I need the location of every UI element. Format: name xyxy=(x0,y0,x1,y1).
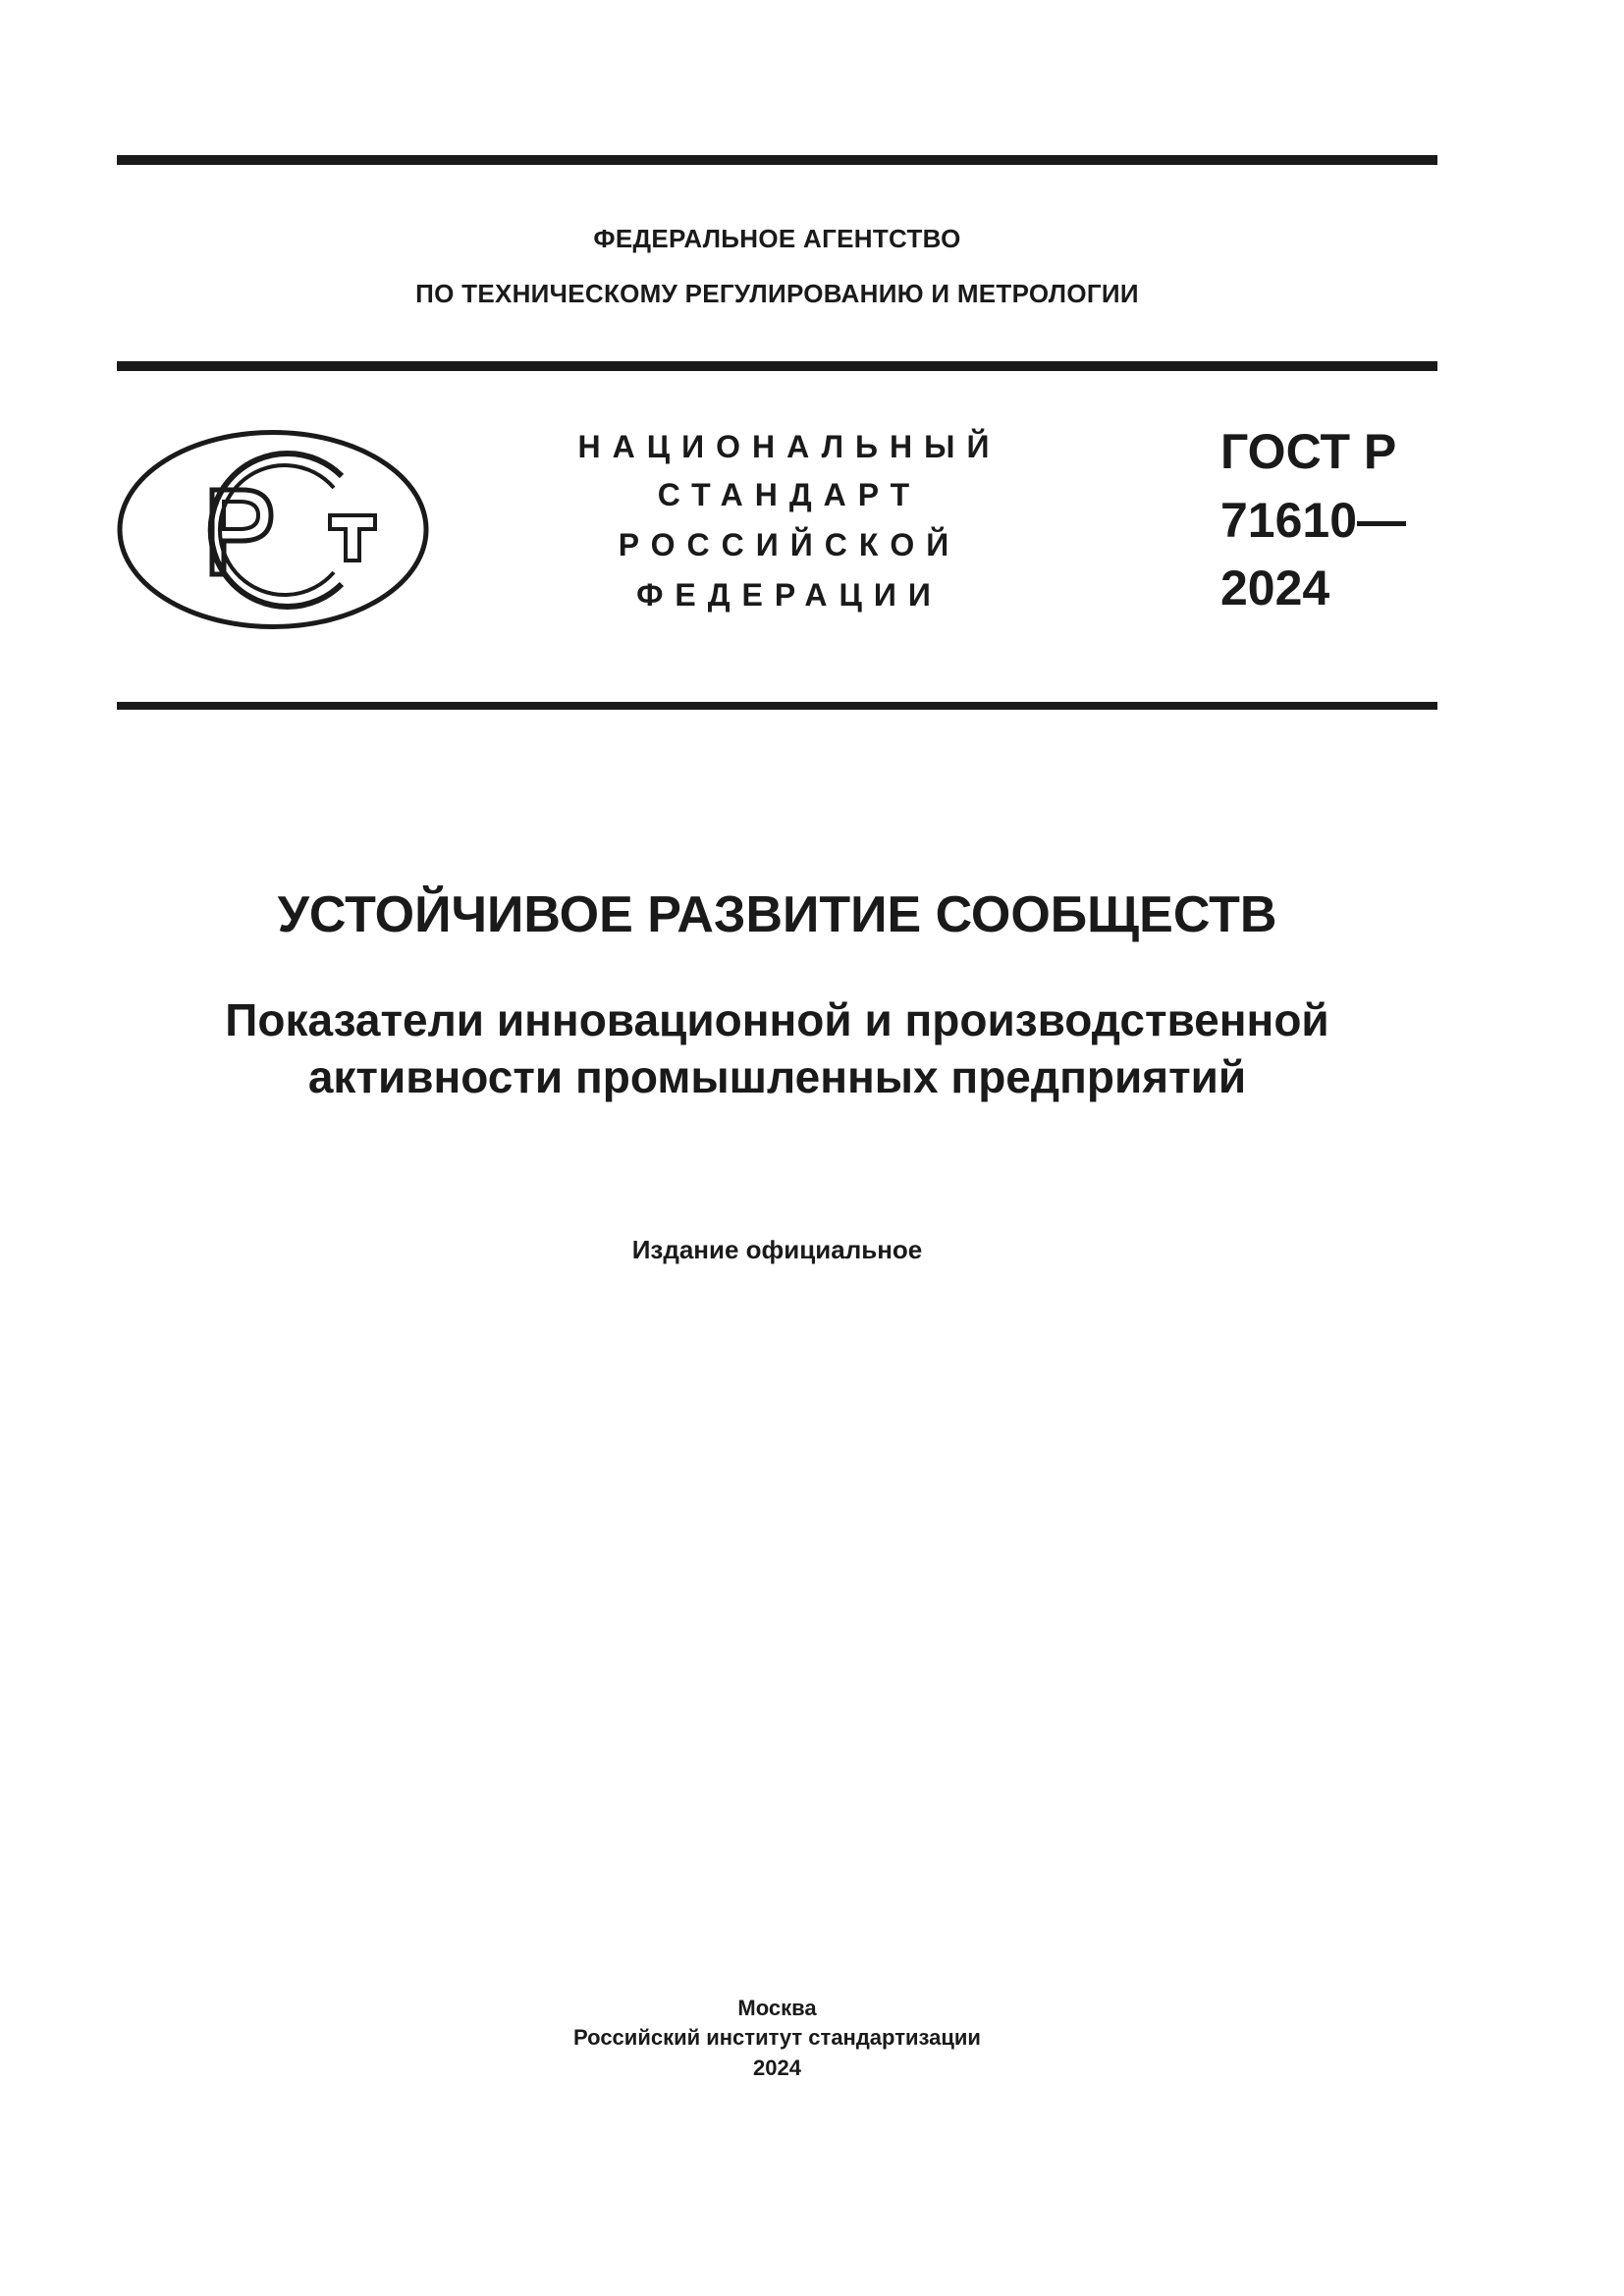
standard-type-line-1: НАЦИОНАЛЬНЫЙ xyxy=(577,429,1001,464)
edition-label: Издание официальное xyxy=(631,1235,923,1264)
publisher-name: Российский институт стандартизации xyxy=(573,2025,981,2050)
agency-name-line-1: ФЕДЕРАЛЬНОЕ АГЕНТСТВО xyxy=(593,224,961,253)
gost-r-certification-mark-icon xyxy=(116,429,430,630)
document-title: УСТОЙЧИВОЕ РАЗВИТИЕ СООБЩЕСТВ xyxy=(277,886,1277,943)
standard-type-line-2: СТАНДАРТ xyxy=(657,477,922,512)
designation-rule xyxy=(117,702,1437,710)
agency-name-line-2: ПО ТЕХНИЧЕСКОМУ РЕГУЛИРОВАНИЮ И МЕТРОЛОГИИ xyxy=(415,279,1139,308)
document-subtitle-line-2: активности промышленных предприятий xyxy=(307,1051,1247,1102)
designation-line-3: 2024 xyxy=(1220,561,1330,615)
document-subtitle-line-1: Показатели инновационной и производственной xyxy=(225,994,1329,1045)
designation-line-2: 71610— xyxy=(1220,493,1407,548)
top-rule xyxy=(117,155,1437,165)
designation-line-1: ГОСТ Р xyxy=(1220,424,1397,479)
standard-type-line-4: ФЕДЕРАЦИИ xyxy=(636,577,943,613)
agency-rule xyxy=(117,361,1437,371)
publication-year: 2024 xyxy=(753,2056,801,2080)
publication-city: Москва xyxy=(737,1996,817,2020)
standard-type-line-3: РОССИЙСКОЙ xyxy=(618,527,961,562)
